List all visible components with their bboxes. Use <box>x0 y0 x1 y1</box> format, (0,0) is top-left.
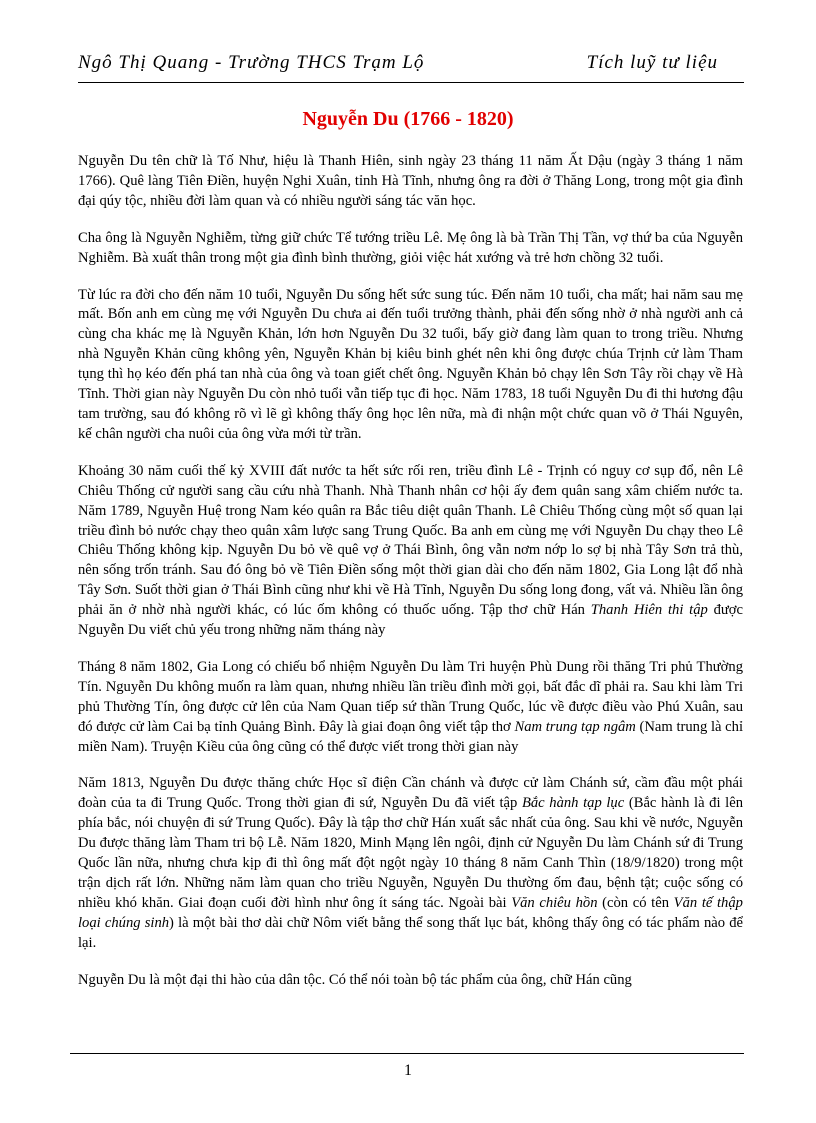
body-paragraph <box>78 774 743 953</box>
body-paragraph <box>78 658 743 758</box>
page-header <box>78 52 744 83</box>
footer-divider <box>70 1053 744 1054</box>
page-number: 1 <box>404 1062 412 1079</box>
body-paragraph <box>78 462 743 641</box>
italic-title: Nam trung tạp ngâm <box>514 718 636 735</box>
italic-title: Bắc hành tạp lục <box>521 795 625 812</box>
header-section-label: Tích luỹ tư liệu <box>586 52 718 73</box>
body-paragraph <box>78 286 743 445</box>
paragraph-text: (Nam trung là chỉ miền Nam). Truyện Kiều của ông cũng có thể được viết trong thời gian này <box>78 718 744 755</box>
body-paragraph <box>78 971 743 991</box>
italic-title: Thanh Hiên thi tập <box>590 602 708 619</box>
body-paragraph <box>78 229 743 269</box>
paragraph-text: Nguyễn Du là một đại thi hào của dân tộc. Có thể nói toàn bộ tác phẩm của ông, chữ Hán cũng <box>78 971 632 988</box>
italic-title: Văn tế thập loại chúng sinh <box>78 894 743 931</box>
paragraph-text: Khoảng 30 năm cuối thế kỷ XVIII đất nước ta hết sức rối ren, triều đình Lê - Trịnh có nguy cơ sụp đổ, nên Lê Chiêu Thống cử người sang cầu cứu nhà Thanh. Nhà Thanh nhân cơ hội ấy đem quân sang xâm chiếm nước ta. Năm 1789, Nguyễn Huệ trong Nam kéo quân ra Bắc tiêu diệt quân Thanh. Lê Chiêu Thống cùng một số quan lại triều đình bỏ nước chạy theo quân xâm lược sang Trung Quốc. Ba anh em cùng mẹ với Nguyễn Du chạy theo Lê Chiêu Thống không kịp. Nguyễn Du bỏ về quê vợ ở Thái Bình, ông vẫn nơm nớp lo sợ bị nhà Tây Sơn trả thù, nên sống trốn tránh. Sau đó ông bỏ về Tiên Điền sống một thời gian dài cho đến năm 1802, Gia Long lật đổ nhà Tây Sơn. Suốt thời gian ở Thái Bình cũng như khi về Hà Tĩnh, Nguyễn Du sống long đong, vất vả. Nhiều lần ông phải ăn ở nhờ nhà người khác, có lúc ốm không có thuốc uống. Tập thơ chữ Hán <box>78 462 743 619</box>
header-author-school: Ngô Thị Quang - Trường THCS Trạm Lộ <box>78 52 425 73</box>
paragraph-text: Nguyễn Du tên chữ là Tố Như, hiệu là Thanh Hiên, sinh ngày 23 tháng 11 năm Ất Dậu (ngày 3 tháng 1 năm 1766). Quê làng Tiên Điền, huyện Nghi Xuân, tỉnh Hà Tĩnh, nhưng ông ra đời ở Thăng Long, trong một gia đình đại qúy tộc, nhiều đời làm quan và có nhiều người sáng tác văn học. <box>78 153 743 209</box>
paragraph-text: (Bắc hành là đi lên phía bắc, nói chuyện đi sứ Trung Quốc). Đây là tập thơ chữ Hán xuất sắc nhất của ông. Sau khi về nước, Nguyễn Du được thăng làm Tham tri bộ Lễ. Năm 1820, Minh Mạng lên ngôi, định cử Nguyễn Du làm Chánh sứ đi Trung Quốc lần nữa, nhưng chưa kịp đi thì ông mất đột ngột ngày 10 tháng 8 năm Canh Thìn (18/9/1820) trong một trận dịch rất lớn. Những năm làm quan cho triều Nguyễn, Nguyễn Du thường ốm đau, bệnh tật; cuộc sống có nhiều khó khăn. Giai đoạn cuối đời hình như ông ít sáng tác. Ngoài bài <box>78 795 743 911</box>
paragraph-text: ) là một bài thơ dài chữ Nôm viết bằng thể song thất lục bát, không thấy ông có tác phẩm nào để lại. <box>78 914 743 951</box>
body-paragraph <box>78 152 743 212</box>
paragraph-text: Cha ông là Nguyễn Nghiễm, từng giữ chức Tể tướng triều Lê. Mẹ ông là bà Trần Thị Tần, vợ thứ ba của Nguyễn Nghiễm. Bà xuất thân trong một gia đình bình thường, giỏi việc hát xướng và trẻ hơn chồng 32 tuổi. <box>78 229 743 266</box>
paragraph-text: Từ lúc ra đời cho đến năm 10 tuổi, Nguyễn Du sống hết sức sung túc. Đến năm 10 tuổi, cha mất; hai năm sau mẹ mất. Bốn anh em cùng mẹ với Nguyễn Du chưa ai đến tuổi trưởng thành, phải đến sống nhờ ở nhà người anh cả cùng cha khác mẹ là Nguyễn Khản, lớn hơn Nguyễn Du 32 tuổi, bấy giờ đang làm quan to trong triều. Nhưng nhà Nguyễn Khản cũng không yên, Nguyễn Khản bị kiêu binh ghét nên khi ông được chúa Trịnh cử làm Tham tụng thì họ kéo đến phá tan nhà của ông và toan giết chết ông. Nguyễn Khản bỏ chạy lên Sơn Tây rồi chạy về Hà Tĩnh. Thời gian này Nguyễn Du còn nhỏ tuổi vẫn tiếp tục đi học. Năm 1783, 18 tuổi Nguyễn Du đi thi hương đậu tam trường, sau đó không rõ vì lẽ gì không thấy ông học lên nữa, mà đi nhận một chức quan võ ở Thái Nguyên, kế chân người cha nuôi của ông vừa mới từ trần. <box>78 286 743 442</box>
paragraph-text: (còn có tên <box>597 894 674 911</box>
paragraph-text: Năm 1813, Nguyễn Du được thăng chức Học sĩ điện Cần chánh và được cử làm Chánh sứ, cầm đầu một phái đoàn của ta đi Trung Quốc. Trong thời gian đi sứ, Nguyễn Du đã viết tập <box>78 775 743 812</box>
paragraph-text: được Nguyễn Du viết chủ yếu trong những năm tháng này <box>78 602 743 639</box>
paragraph-text: Tháng 8 năm 1802, Gia Long có chiếu bổ nhiệm Nguyễn Du làm Tri huyện Phù Dung rồi thăng Tri phủ Thường Tín. Nguyễn Du không muốn ra làm quan, nhưng nhiều lần triều đình mời gọi, bất đắc dĩ phải ra. Sau khi làm Tri phủ Thường Tín, ông được cử lên của Nam Quan tiếp sứ thần Trung Quốc, lúc về được điều vào Phú Xuân, sau đó được cử làm Cai bạ tỉnh Quảng Bình. Đây là giai đoạn ông viết tập thơ <box>78 658 743 735</box>
document-title: Nguyễn Du (1766 - 1820) <box>302 108 514 130</box>
document-body <box>78 152 743 1008</box>
italic-title: Văn chiêu hồn <box>511 894 598 911</box>
